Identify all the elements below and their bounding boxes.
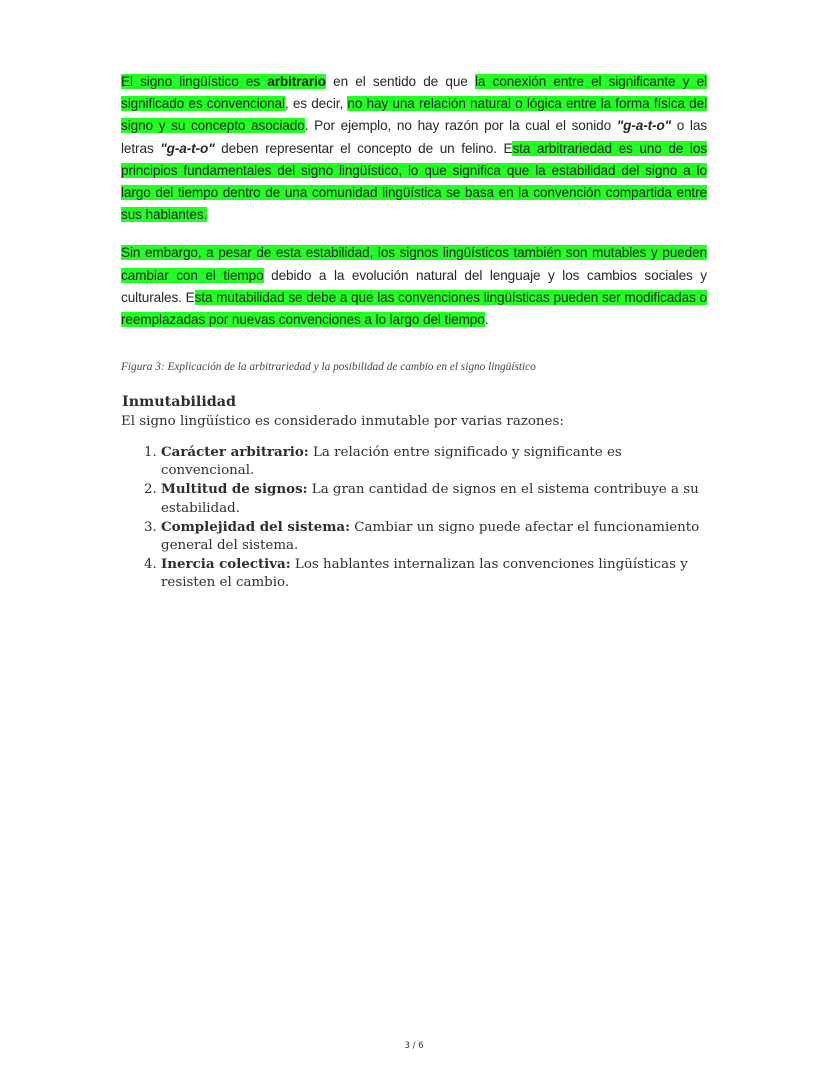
section-heading: Inmutabilidad	[122, 394, 237, 410]
list-item-term: Multitud de signos:	[161, 481, 308, 498]
plain-text: .	[484, 312, 489, 328]
highlighted-term-arbitrario: arbitrario	[267, 74, 326, 89]
list-item-term: Complejidad del sistema:	[161, 518, 351, 535]
highlighted-text: la conexión entre el significante y el significado es convencional	[121, 74, 707, 112]
list-item	[161, 443, 707, 480]
plain-text: , es decir,	[284, 96, 348, 112]
figure-paragraph-arbitrariness	[121, 71, 707, 226]
highlighted-text: sta arbitrariedad es uno de los principios fundamentales del signo lingüístico, lo que significa que la estabilidad del signo a lo largo del tiempo dentro de una comunidad lingüística se basa en la convención compartida entre sus hablantes.	[121, 140, 707, 223]
section-intro: El signo lingüístico es considerado inmutable por varias razones:	[121, 414, 564, 429]
list-item-text: La gran cantidad de signos en el sistema contribuye a su estabilidad.	[161, 482, 699, 516]
plain-text: en el sentido de que	[325, 74, 475, 89]
figure-paragraph-mutability	[121, 242, 707, 331]
highlighted-text: no hay una relación natural o lógica entre la forma física del signo y su concepto asociado	[121, 96, 707, 134]
list-item	[161, 555, 707, 592]
example-sound: "g-a-t-o"	[616, 118, 672, 134]
reasons-list	[121, 443, 707, 593]
figure-caption: Figura 3: Explicación de la arbitrariedad y la posibilidad de cambio en el signo lingüístico	[121, 361, 536, 373]
example-letters: "g-a-t-o"	[160, 140, 215, 156]
list-item-text: Los hablantes internalizan las convenciones lingüísticas y resisten el cambio.	[161, 557, 688, 591]
list-item-term: Inercia colectiva:	[161, 556, 291, 573]
highlighted-text: El signo lingüístico es	[121, 74, 268, 89]
list-item-term: Carácter arbitrario:	[161, 444, 309, 460]
plain-text: debido a la evolución natural del lenguaje y los cambios sociales y culturales. E	[121, 267, 707, 305]
figure-image	[121, 71, 707, 331]
plain-text: . Por ejemplo, no hay razón por la cual el sonido	[304, 118, 617, 134]
highlighted-text: sta mutabilidad se debe a que las convenciones lingüísticas pueden ser modificadas o reemplazadas por nuevas convenciones a lo largo del tiempo	[121, 289, 707, 328]
section-inmutabilidad	[121, 392, 707, 593]
list-item-text: Cambiar un signo puede afectar el funcionamiento general del sistema.	[161, 519, 700, 554]
list-item-text: La relación entre significado y significante es convencional.	[161, 445, 622, 479]
list-item	[161, 480, 707, 517]
plain-text: deben representar el concepto de un felino. E	[214, 140, 513, 156]
plain-text: o las letras	[121, 118, 707, 156]
list-item	[161, 518, 707, 555]
highlighted-text: Sin embargo, a pesar de esta estabilidad, los signos lingüísticos también son mutables y pueden cambiar con el tiempo	[121, 245, 707, 283]
page-number: 3 / 6	[404, 1041, 424, 1051]
